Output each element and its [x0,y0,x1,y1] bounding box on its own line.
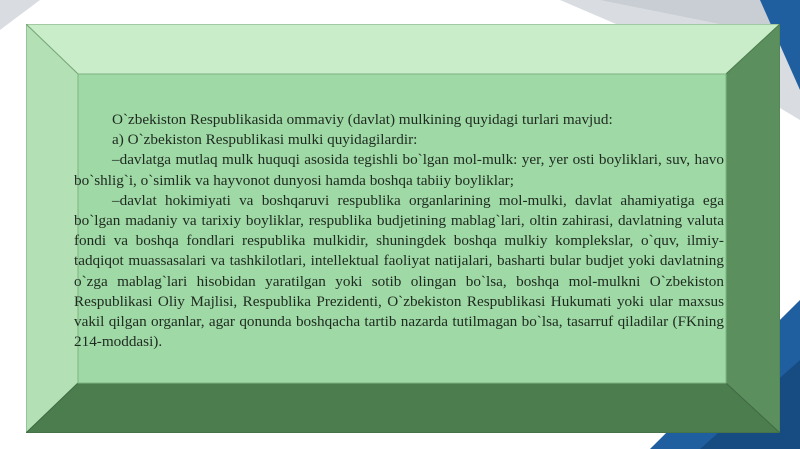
paragraph-state-property-text: –davlat hokimiyati va boshqaruvi respublika organlarining mol-mulki, davlat ahamiyatiga ega bo`lgan madaniy va tarixiy boyliklar, respublika budjetining mablag`lari, oltin zahirasi, davlatning valuta fondi va boshqa fondlari respublika mulkidir, shuningdek boshqa mulkiy komplekslar, o`quv, ilmiy-tadqiqot muassasalari va tashkilotlari, intellektual faoliyat natijalari, basharti bular budjet yoki davlatning o`zga mablag`lari hisobidan yaratilgan yoki sotib olingan bo`lsa, boshqa mol-mulkni O`zbekiston Respublikasi Oliy Majlisi, Respublika Prezidenti, O`zbekiston Respublikasi Hukumati yoki ular maxsus vakil qilgan organlar, agar qonunda boshqacha tartib nazarda tutilmagan bo`lsa, tasarruf qiladilar (FKning 214-moddasi). [74,191,724,351]
paragraph-natural-resources-text: –davlatga mutlaq mulk huquqi asosida tegishli bo`lgan mol-mulk: yer, yer osti boyliklari, suv, havo bo`shlig`i, o`simlik va hayvonot dunyosi hamda boshqa tabiiy boyliklar; [74,151,724,189]
paragraph-subheading-text: a) O`zbekiston Respublikasi mulki quyidagilardir: [112,131,418,149]
paragraph-subheading [112,130,724,150]
paragraph-state-property [74,191,724,353]
paragraph-natural-resources [74,150,724,190]
paragraph-intro [112,110,724,130]
paragraph-intro-text: O`zbekiston Respublikasida ommaviy (davlat) mulkining quyidagi turlari mavjud: [112,111,613,128]
slide-text-body [74,110,724,352]
